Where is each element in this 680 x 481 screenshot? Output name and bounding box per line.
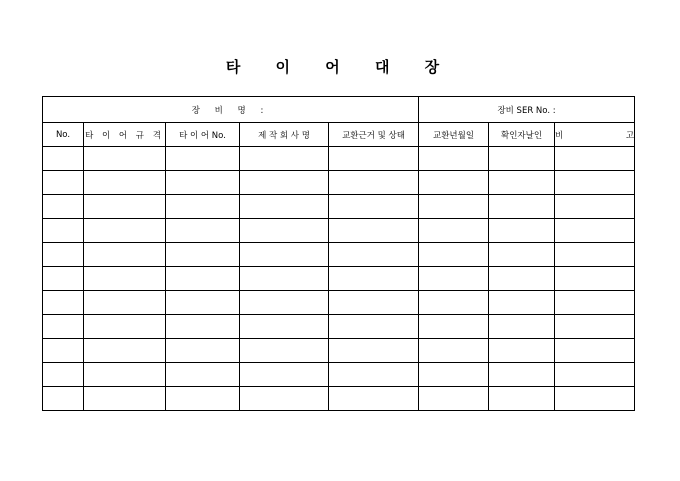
cell-tire-spec[interactable] <box>84 267 166 291</box>
table-row <box>43 315 635 339</box>
cell-replacement-reason[interactable] <box>329 219 419 243</box>
cell-tire-no[interactable] <box>166 387 240 411</box>
cell-tire-spec[interactable] <box>84 339 166 363</box>
cell-manufacturer[interactable] <box>240 219 329 243</box>
cell-tire-spec[interactable] <box>84 363 166 387</box>
cell-tire-no[interactable] <box>166 195 240 219</box>
cell-no[interactable] <box>43 171 84 195</box>
cell-tire-no[interactable] <box>166 171 240 195</box>
table-row <box>43 243 635 267</box>
cell-replacement-reason[interactable] <box>329 339 419 363</box>
cell-replacement-reason[interactable] <box>329 243 419 267</box>
cell-tire-no[interactable] <box>166 267 240 291</box>
cell-tire-spec[interactable] <box>84 387 166 411</box>
cell-remarks[interactable] <box>555 291 635 315</box>
col-header-manufacturer: 제 작 회 사 명 <box>240 123 329 147</box>
cell-no[interactable] <box>43 195 84 219</box>
cell-replacement-reason[interactable] <box>329 267 419 291</box>
cell-replacement-reason[interactable] <box>329 387 419 411</box>
cell-remarks[interactable] <box>555 387 635 411</box>
cell-no[interactable] <box>43 219 84 243</box>
table-row <box>43 339 635 363</box>
cell-manufacturer[interactable] <box>240 171 329 195</box>
cell-tire-no[interactable] <box>166 219 240 243</box>
cell-no[interactable] <box>43 243 84 267</box>
equipment-ser-label: 장비 SER No. : <box>419 97 635 123</box>
cell-tire-no[interactable] <box>166 243 240 267</box>
cell-manufacturer[interactable] <box>240 339 329 363</box>
cell-replacement-date[interactable] <box>419 219 489 243</box>
cell-replacement-date[interactable] <box>419 291 489 315</box>
cell-replacement-date[interactable] <box>419 195 489 219</box>
cell-manufacturer[interactable] <box>240 195 329 219</box>
col-header-remarks: 비 고 <box>555 123 635 147</box>
cell-remarks[interactable] <box>555 195 635 219</box>
cell-confirmer-seal[interactable] <box>489 195 555 219</box>
cell-confirmer-seal[interactable] <box>489 315 555 339</box>
table-row <box>43 363 635 387</box>
cell-tire-spec[interactable] <box>84 195 166 219</box>
cell-no[interactable] <box>43 147 84 171</box>
cell-tire-no[interactable] <box>166 315 240 339</box>
cell-confirmer-seal[interactable] <box>489 339 555 363</box>
table-row <box>43 147 635 171</box>
cell-replacement-date[interactable] <box>419 387 489 411</box>
cell-remarks[interactable] <box>555 363 635 387</box>
cell-confirmer-seal[interactable] <box>489 219 555 243</box>
col-header-confirmer-seal: 확인자날인 <box>489 123 555 147</box>
cell-no[interactable] <box>43 315 84 339</box>
col-header-replacement-date: 교환년월일 <box>419 123 489 147</box>
cell-tire-no[interactable] <box>166 147 240 171</box>
col-header-tire-no: 타 이 어 No. <box>166 123 240 147</box>
cell-remarks[interactable] <box>555 315 635 339</box>
cell-no[interactable] <box>43 339 84 363</box>
cell-remarks[interactable] <box>555 243 635 267</box>
equipment-name-label: 장 비 명 : <box>43 97 419 123</box>
cell-confirmer-seal[interactable] <box>489 171 555 195</box>
cell-replacement-date[interactable] <box>419 243 489 267</box>
cell-tire-no[interactable] <box>166 291 240 315</box>
cell-tire-spec[interactable] <box>84 171 166 195</box>
cell-manufacturer[interactable] <box>240 315 329 339</box>
table-row <box>43 387 635 411</box>
table-row <box>43 291 635 315</box>
cell-no[interactable] <box>43 387 84 411</box>
cell-replacement-date[interactable] <box>419 267 489 291</box>
cell-no[interactable] <box>43 363 84 387</box>
col-header-replacement-reason: 교환근거 및 상태 <box>329 123 419 147</box>
cell-replacement-reason[interactable] <box>329 363 419 387</box>
col-header-tire-spec: 타 이 어 규 격 <box>84 123 166 147</box>
cell-remarks[interactable] <box>555 219 635 243</box>
cell-replacement-reason[interactable] <box>329 147 419 171</box>
cell-replacement-reason[interactable] <box>329 291 419 315</box>
document-title: 타 이 어 대 장 <box>225 58 455 76</box>
cell-confirmer-seal[interactable] <box>489 363 555 387</box>
cell-manufacturer[interactable] <box>240 243 329 267</box>
cell-tire-spec[interactable] <box>84 243 166 267</box>
cell-remarks[interactable] <box>555 267 635 291</box>
table-row <box>43 267 635 291</box>
cell-replacement-date[interactable] <box>419 315 489 339</box>
cell-remarks[interactable] <box>555 339 635 363</box>
cell-tire-spec[interactable] <box>84 147 166 171</box>
cell-confirmer-seal[interactable] <box>489 243 555 267</box>
cell-replacement-reason[interactable] <box>329 195 419 219</box>
cell-confirmer-seal[interactable] <box>489 147 555 171</box>
cell-tire-spec[interactable] <box>84 291 166 315</box>
cell-remarks[interactable] <box>555 171 635 195</box>
tire-ledger-table <box>42 96 665 411</box>
table-row <box>43 171 635 195</box>
cell-confirmer-seal[interactable] <box>489 387 555 411</box>
cell-manufacturer[interactable] <box>240 267 329 291</box>
cell-replacement-reason[interactable] <box>329 171 419 195</box>
cell-manufacturer[interactable] <box>240 387 329 411</box>
cell-replacement-date[interactable] <box>419 339 489 363</box>
cell-tire-spec[interactable] <box>84 315 166 339</box>
cell-replacement-reason[interactable] <box>329 315 419 339</box>
cell-tire-no[interactable] <box>166 363 240 387</box>
cell-no[interactable] <box>43 267 84 291</box>
cell-replacement-date[interactable] <box>419 147 489 171</box>
equipment-info-row <box>43 97 635 123</box>
table-row <box>43 219 635 243</box>
cell-manufacturer[interactable] <box>240 363 329 387</box>
cell-tire-no[interactable] <box>166 339 240 363</box>
col-header-no: No. <box>43 123 84 147</box>
cell-no[interactable] <box>43 291 84 315</box>
cell-replacement-date[interactable] <box>419 171 489 195</box>
cell-replacement-date[interactable] <box>419 363 489 387</box>
table-row <box>43 195 635 219</box>
cell-remarks[interactable] <box>555 147 635 171</box>
header-row <box>43 123 635 147</box>
cell-confirmer-seal[interactable] <box>489 267 555 291</box>
cell-manufacturer[interactable] <box>240 147 329 171</box>
cell-confirmer-seal[interactable] <box>489 291 555 315</box>
cell-manufacturer[interactable] <box>240 291 329 315</box>
cell-tire-spec[interactable] <box>84 219 166 243</box>
